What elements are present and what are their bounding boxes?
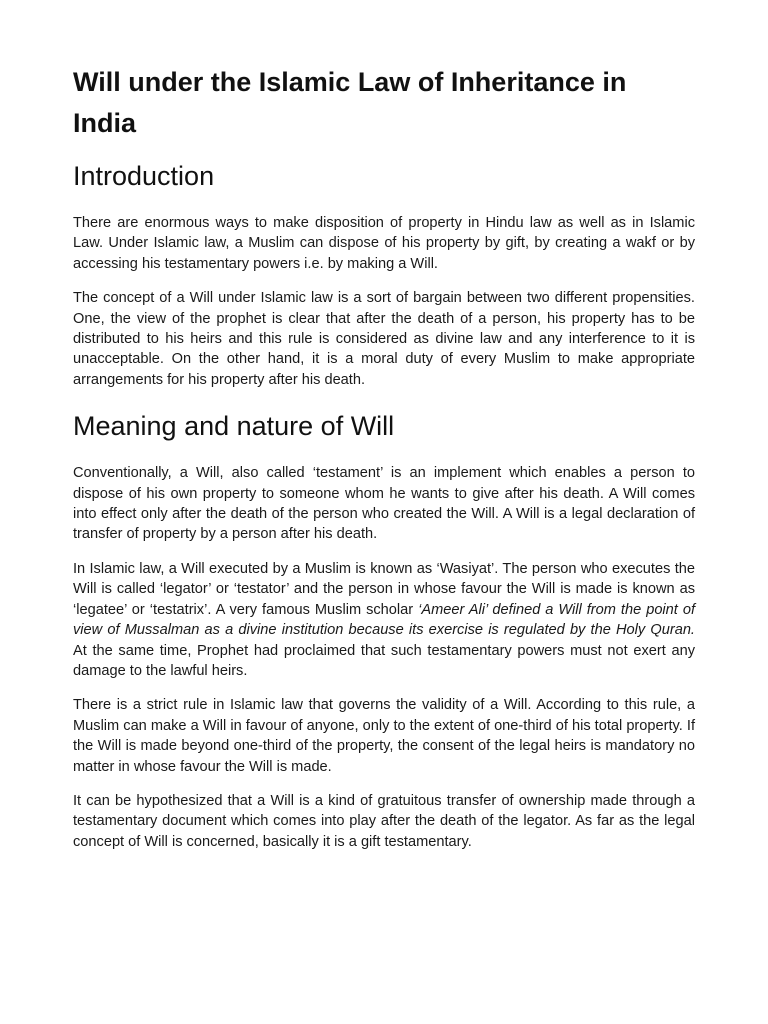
paragraph-meaning-2-start: In Islamic law, a Will executed by a Muslim is known as ‘Wasiyat’. The person who executes the Will is called ‘legator’ or ‘testator’ and the person in whose favour the Will is made is known as ‘legatee’ or ‘testatrix’. A very famous Muslim scholar [73, 560, 695, 618]
paragraph-meaning-2 [73, 559, 695, 681]
section-heading-introduction: Introduction [73, 161, 215, 191]
paragraph-introduction-2: The concept of a Will under Islamic law is a sort of bargain between two different propensities. One, the view of the prophet is clear that after the death of a person, his property has to be distributed to his heirs and this rule is considered as divine law and any interference to it is unacceptable. On the other hand, it is a moral duty of every Muslim to make appropriate arrangements for his property after his death. [73, 290, 695, 388]
paragraph-meaning-1: Conventionally, a Will, also called ‘testament’ is an implement which enables a person to dispose of his own property to someone whom he wants to give after his death. A Will comes into effect only after the death of the person who created the Will. A Will is a legal declaration of transfer of property by a person after his death. [73, 465, 695, 543]
paragraph-introduction-1: There are enormous ways to make disposition of property in Hindu law as well as in Islamic Law. Under Islamic law, a Muslim can dispose of his property by gift, by creating a wakf or by accessing his testamentary powers i.e. by making a Will. [73, 215, 695, 272]
paragraph-meaning-4: It can be hypothesized that a Will is a kind of gratuitous transfer of ownership made through a testamentary document which comes into play after the death of the legator. As far as the legal concept of Will is concerned, basically it is a gift testamentary. [73, 792, 695, 850]
paragraph-meaning-3: There is a strict rule in Islamic law that governs the validity of a Will. According to this rule, a Muslim can make a Will in favour of anyone, only to the extent of one-third of his total property. If the Will is made beyond one-third of the property, the consent of the legal heirs is mandatory no matter in whose favour the Will is made. [73, 697, 695, 775]
document-title: Will under the Islamic Law of Inheritance in India [73, 67, 627, 138]
paragraph-meaning-2-end: At the same time, Prophet had proclaimed that such testamentary powers must not exert any damage to the lawful heirs. [73, 642, 695, 679]
paragraph-meaning-2-italic-quote: ‘Ameer Ali’ defined a Will from the point of view of Mussalman as a divine institution because its exercise is regulated by the Holy Quran. [73, 601, 695, 639]
document-page [73, 62, 695, 866]
section-heading-meaning: Meaning and nature of Will [73, 411, 395, 442]
